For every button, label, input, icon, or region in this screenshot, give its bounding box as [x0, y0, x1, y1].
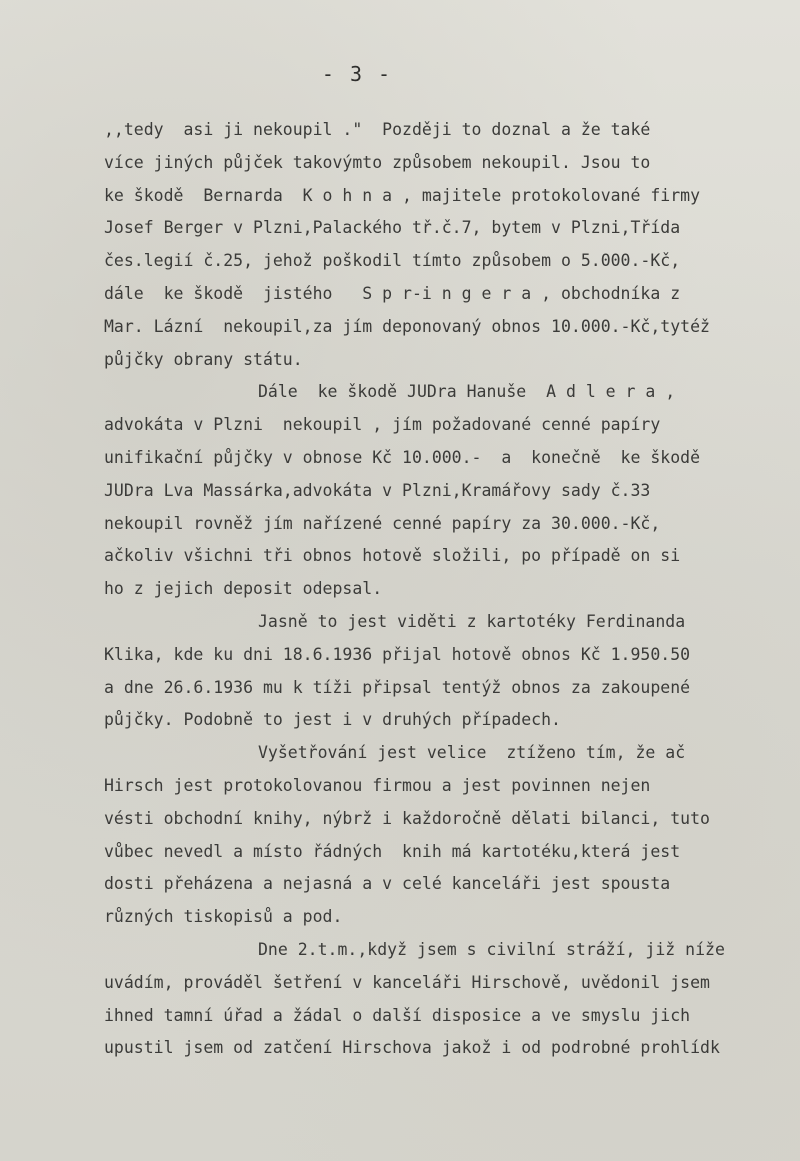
text-line: ihned tamní úřad a žádal o další disposice a ve smyslu jich [104, 1005, 691, 1025]
text-line-indented: Dále ke škodě JUDra Hanuše A d l e r a , [258, 382, 676, 402]
text-line: Mar. Lázní nekoupil,za jím deponovaný obnos 10.000.-Kč,tytéž [104, 316, 710, 336]
text-line: Hirsch jest protokolovanou firmou a jest povinnen nejen [104, 775, 651, 795]
text-line: čes.legií č.25, jehož poškodil tímto způsobem o 5.000.-Kč, [104, 251, 681, 271]
text-line: upustil jsem od zatčení Hirschova jakož i od podrobné prohlídk [104, 1038, 720, 1058]
text-line: půjčky obrany státu. [104, 349, 303, 369]
text-line: a dne 26.6.1936 mu k tíži připsal tentýž obnos za zakoupené [104, 677, 691, 697]
text-line: půjčky. Podobně to jest i v druhých případech. [104, 710, 561, 730]
body-text [104, 114, 794, 1065]
text-line: ke škodě Bernarda K o h n a , majitele protokolované firmy [104, 185, 701, 205]
text-line: Josef Berger v Plzni,Palackého tř.č.7, bytem v Plzni,Třída [104, 218, 681, 238]
text-line: různých tiskopisů a pod. [104, 907, 343, 927]
text-line: více jiných půjček takovýmto způsobem nekoupil. Jsou to [104, 152, 651, 172]
text-line: dosti přeházena a nejasná a v celé kanceláři jest spousta [104, 874, 671, 894]
text-line: nekoupil rovněž jím nařízené cenné papíry za 30.000.-Kč, [104, 513, 661, 533]
page-number: - 3 - [321, 62, 393, 86]
text-line: advokáta v Plzni nekoupil , jím požadované cenné papíry [104, 415, 661, 435]
text-line: ,,tedy asi ji nekoupil ." Později to doznal a že také [104, 120, 651, 139]
text-line: Klika, kde ku dni 18.6.1936 přijal hotově obnos Kč 1.950.50 [104, 644, 691, 664]
text-line-indented: Dne 2.t.m.,když jsem s civilní stráží, již níže [258, 939, 725, 959]
text-line: ho z jejich deposit odepsal. [104, 579, 383, 599]
text-line: uvádím, prováděl šetření v kanceláři Hirschově, uvědonil jsem [104, 972, 710, 992]
text-line: JUDra Lva Massárka,advokáta v Plzni,Kramářovy sady č.33 [104, 480, 651, 500]
text-line: vésti obchodní knihy, nýbrž i každoročně dělati bilanci, tuto [104, 808, 710, 828]
text-line: unifikační půjčky v obnose Kč 10.000.- a konečně ke škodě [104, 447, 701, 467]
text-line: dále ke škodě jistého S p r-i n g e r a , obchodníka z [104, 283, 681, 303]
text-line: ačkoliv všichni tři obnos hotově složili, po případě on si [104, 546, 681, 566]
text-line-indented: Jasně to jest viděti z kartotéky Ferdinanda [258, 611, 686, 631]
text-line-indented: Vyšetřování jest velice ztíženo tím, že ač [258, 743, 686, 763]
text-line: vůbec nevedl a místo řádných knih má kartotéku,která jest [104, 841, 681, 861]
